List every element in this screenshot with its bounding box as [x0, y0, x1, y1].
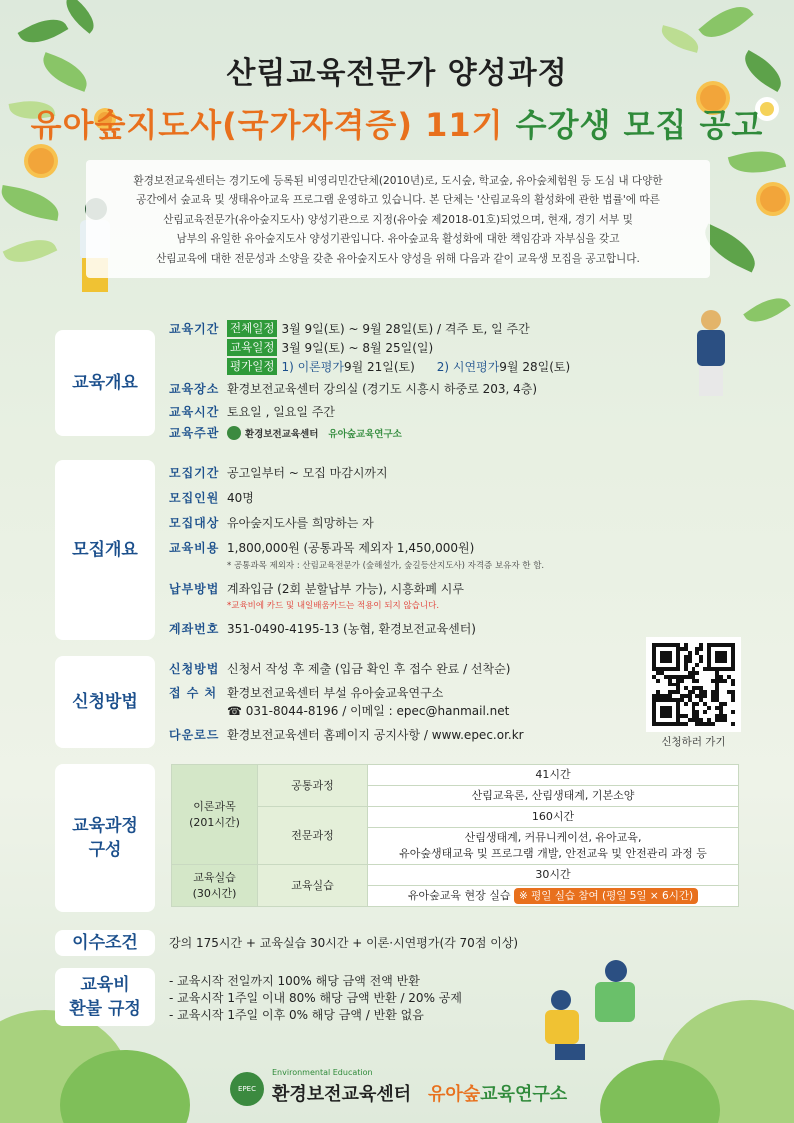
section-recruit: [55, 460, 745, 640]
org-name-2: [428, 1080, 567, 1106]
pay-note: *교육비에 카드 및 내일배움카드는 적용이 되지 않습니다.: [227, 601, 440, 611]
recruit-key: 납부방법: [169, 582, 220, 596]
section-label: [55, 764, 155, 912]
recruit-val: 1,800,000원 (공통과목 제외자 1,450,000원): [227, 541, 475, 555]
recruit-key: 모집대상: [169, 516, 220, 530]
refund-label-1: 교육비: [80, 975, 130, 995]
section-label: [55, 968, 155, 1026]
recruit-key: 모집인원: [169, 491, 220, 505]
apply-download-key: 다운로드: [169, 728, 220, 742]
practice-pill: ※ 평일 실습 참여 (평일 5일 × 6시간): [514, 888, 698, 904]
section-label: 모집개요: [55, 460, 155, 640]
intro-line: 공간에서 숲교육 및 생태유아교육 프로그램 운영하고 있습니다. 본 단체는 '산림교육의 활성화에 관한 법률'에 따른: [136, 194, 660, 207]
refund-label-2: 환불 규정: [69, 999, 141, 1019]
practice2-cell: 교육실습: [258, 865, 368, 907]
recruit-key: 교육비용: [169, 541, 220, 555]
overview-place: 환경보전교육센터 강의실 (경기도 시흥시 하중로 203, 4층): [227, 382, 538, 396]
special-hours: 160시간: [368, 807, 739, 828]
practice-desc: 유아숲교육 현장 실습: [407, 889, 511, 902]
qr-code-pattern: [652, 643, 735, 726]
qr-caption: 신청하러 가기: [661, 736, 726, 748]
recruit-val: 계좌입금 (2회 분할납부 가능), 시흥화폐 시루: [227, 582, 464, 596]
theory-hours: (201시간): [189, 815, 240, 829]
refund-item: - 교육시작 전일까지 100% 해당 금액 전액 반환: [169, 974, 420, 988]
host-org-1: 환경보전교육센터: [245, 428, 319, 440]
intro-line: 산림교육전문가(유아숲지도사) 양성기관으로 지정(유아숲 제2018-01호)되었으며, 현재, 경기 서부 및: [163, 213, 633, 226]
curriculum-label-2: 구성: [88, 840, 122, 860]
theory-label: 이론과목: [193, 799, 236, 813]
leaf-decoration: [0, 185, 62, 221]
leaf-decoration: [698, 0, 753, 48]
overview-host-key: 교육주관: [169, 426, 220, 440]
org-name-2-orange: 유아숲: [428, 1084, 481, 1105]
apply-place-key: 접 수 처: [169, 686, 218, 700]
section-refund: [55, 968, 745, 1026]
apply-place: 환경보전교육센터 부설 유아숲교육연구소: [227, 686, 444, 700]
leaf-logo-icon: [227, 426, 241, 440]
title-green-part: 수강생 모집 공고: [515, 106, 764, 144]
apply-download: 환경보전교육센터 홈페이지 공지사항 / www.epec.or.kr: [227, 728, 524, 742]
page-title-line1: 산림교육전문가 양성과정: [226, 56, 568, 91]
overview-time-key: 교육시간: [169, 405, 220, 419]
recruit-val: 유아숲지도사를 희망하는 자: [227, 516, 374, 530]
completion-text: 강의 175시간 + 교육실습 30시간 + 이론·시연평가(각 70점 이상): [169, 936, 519, 950]
special-cell: 전문과정: [258, 807, 368, 865]
section-label: 교육개요: [55, 330, 155, 436]
intro-line: 남부의 유일한 유아숲지도사 양성기관입니다. 유아숲교육 활성화에 대한 책임감과 자부심을 갖고: [176, 233, 620, 246]
recruit-val: 351-0490-4195-13 (농협, 환경보전교육센터): [227, 622, 476, 636]
apply-contact: ☎ 031-8044-8196 / 이메일 : epec@hanmail.net: [227, 704, 510, 718]
qr-module: [731, 722, 735, 726]
eval-2-date: 9월 28일(토): [499, 360, 571, 374]
qr-code[interactable]: [646, 637, 741, 732]
org-name-2-green: 교육연구소: [480, 1084, 568, 1105]
common-desc: 산림교육론, 산림생태계, 기본소양: [368, 786, 739, 807]
cost-note: * 공통과목 제외자 : 산림교육전문가 (숲해설가, 숲길등산지도사) 자격증 보유자 한 함.: [227, 561, 545, 571]
common-hours: 41시간: [368, 765, 739, 786]
title-orange-part: 유아숲지도사(국가자격증) 11기: [30, 106, 504, 144]
flower-icon: [28, 148, 54, 174]
section-apply: [55, 656, 745, 748]
refund-item: - 교육시작 1주일 이후 0% 해당 금액 / 반환 없음: [169, 1008, 424, 1022]
leaf-decoration: [3, 230, 58, 271]
footer-logos: [0, 1068, 794, 1118]
eval-1-date: 9월 21일(토): [343, 360, 415, 374]
leaf-decoration: [728, 143, 786, 180]
curriculum-label-1: 교육과정: [72, 816, 138, 836]
recruit-key: 모집기간: [169, 466, 220, 480]
host-org-2: 유아숲교육연구소: [328, 428, 402, 440]
apply-method: 신청서 작성 후 제출 (입금 확인 후 접수 완료 / 선착순): [227, 662, 511, 676]
org-name-1: 환경보전교육센터: [272, 1084, 412, 1105]
section-label: 이수조건: [55, 930, 155, 956]
theory-cell: [172, 765, 258, 865]
intro-line: 환경보전교육센터는 경기도에 등록된 비영리민간단체(2010년)로, 도시숲, 학교숲, 유아숲체험원 등 도심 내 다양한: [133, 175, 663, 187]
section-label: 신청방법: [55, 656, 155, 748]
epec-logo-icon: EPEC: [230, 1072, 264, 1106]
intro-box: [86, 160, 710, 278]
apply-method-key: 신청방법: [169, 662, 220, 676]
common-cell: 공통과정: [258, 765, 368, 807]
leaf-decoration: [18, 10, 69, 52]
refund-item: - 교육시작 1주일 이내 80% 해당 금액 반환 / 20% 공제: [169, 991, 462, 1005]
section-completion: [55, 930, 745, 956]
intro-line: 산림교육에 대한 전문성과 소양을 갖춘 유아숲지도사 양성을 위해 다음과 같이 교육생 모집을 공고합니다.: [156, 252, 640, 265]
overview-place-key: 교육장소: [169, 382, 220, 396]
curriculum-table: [171, 764, 739, 907]
overview-period-key: 교육기간: [169, 322, 220, 336]
recruit-val: 40명: [227, 491, 254, 505]
overview-time: 토요일 , 일요일 주간: [227, 405, 335, 419]
eval-1-label: 1) 이론평가: [281, 360, 344, 374]
tag-edu-schedule: 교육일정: [227, 339, 277, 356]
practice-cell: [172, 865, 258, 907]
practice-hours: (30시간): [192, 886, 237, 900]
tag-eval-schedule: 평가일정: [227, 358, 277, 375]
special-desc: [368, 828, 739, 865]
practice-total: 30시간: [368, 865, 739, 886]
recruit-key: 계좌번호: [169, 622, 220, 636]
section-overview: [55, 318, 745, 446]
tag-all-schedule: 전체일정: [227, 320, 277, 337]
page-title-line2: [0, 100, 794, 146]
special-desc-2: 유아숲생태교육 및 프로그램 개발, 안전교육 및 안전관리 과정 등: [399, 847, 707, 860]
edu-schedule: 3월 9일(토) ~ 8월 25일(일): [281, 341, 434, 355]
eval-2-label: 2) 시연평가: [436, 360, 500, 374]
org-en: Environmental Education: [272, 1068, 373, 1077]
leaf-decoration: [743, 289, 791, 331]
special-desc-1: 산림생태계, 커뮤니케이션, 유아교육,: [464, 831, 642, 844]
recruit-val: 공고일부터 ~ 모집 마감시까지: [227, 466, 388, 480]
flower-icon: [760, 186, 786, 212]
practice-desc-cell: [368, 886, 739, 907]
practice-label: 교육실습: [193, 870, 236, 884]
all-schedule: 3월 9일(토) ~ 9월 28일(토) / 격주 토, 일 주간: [281, 322, 530, 336]
